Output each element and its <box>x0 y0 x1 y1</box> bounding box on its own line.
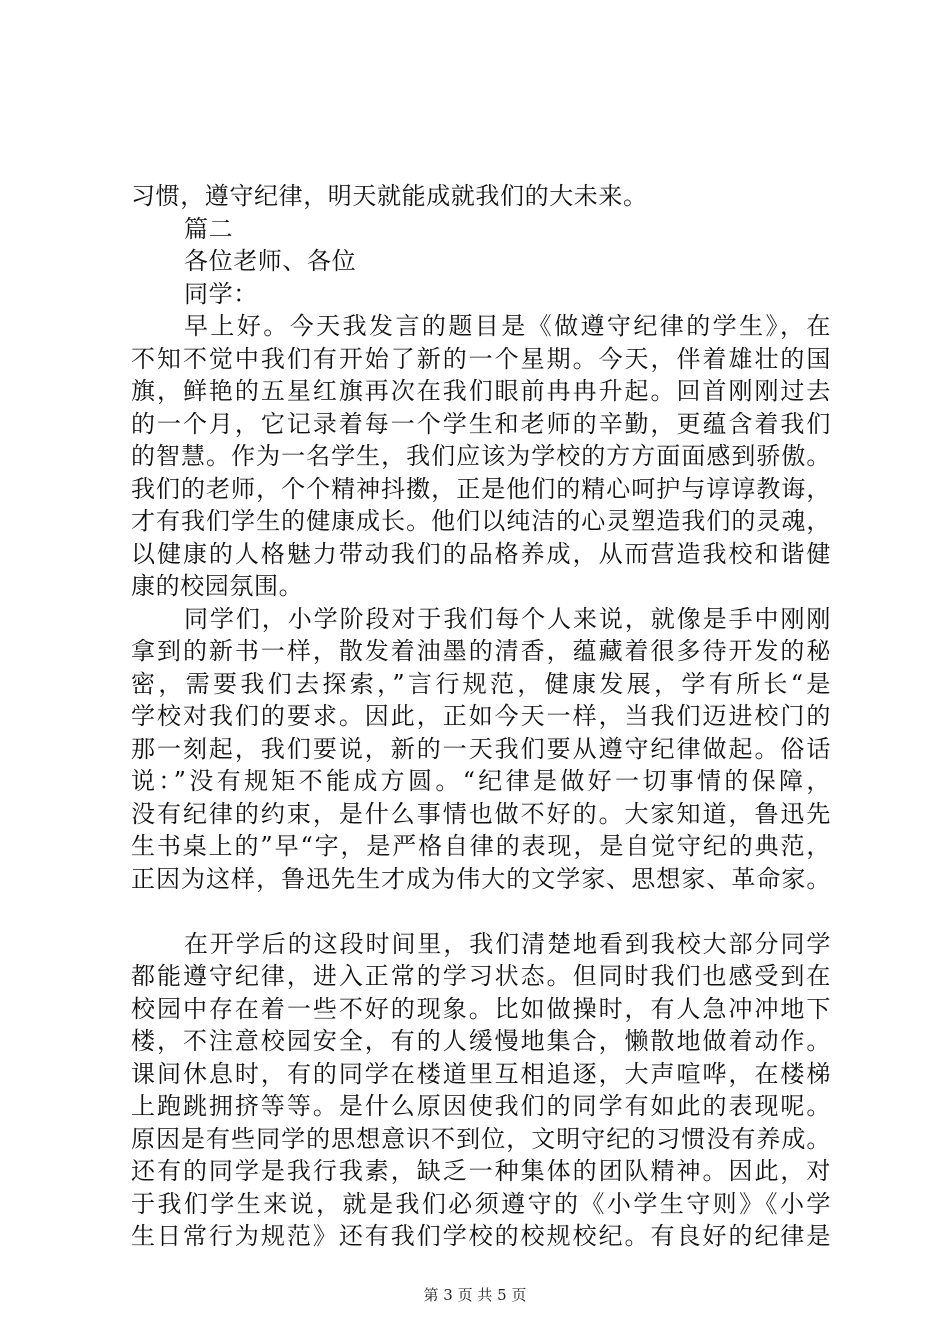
text-line: 同学们，小学阶段对于我们每个人来说，就像是手中刚刚 <box>184 604 831 633</box>
text-line: 康的校园氛围。 <box>131 572 304 600</box>
text-line: 学校对我们的要求。因此，正如今天一样，当我们迈进校门的 <box>131 702 831 730</box>
salutation-line: 同学： <box>184 279 258 308</box>
text-line: 的智慧。作为一名学生，我们应该为学校的方方面面感到骄傲。 <box>131 442 831 470</box>
page-number: 第 3 页 共 5 页 <box>423 1286 527 1304</box>
text-line: 我们的老师，个个精神抖擞，正是他们的精心呵护与谆谆教诲， <box>131 474 831 503</box>
text-line: 拿到的新书一样，散发着油墨的清香，蕴藏着很多待开发的秘 <box>131 637 831 665</box>
text-line: 那一刻起，我们要说，新的一天我们要从遵守纪律做起。俗话 <box>131 734 831 763</box>
text-line: 校园中存在着一些不好的现象。比如做操时，有人急冲冲地下 <box>131 994 831 1023</box>
text-line: 生日常行为规范》还有我们学校的校规校纪。有良好的纪律是 <box>131 1222 831 1250</box>
text-line: 在开学后的这段时间里，我们清楚地看到我校大部分同学 <box>184 929 831 958</box>
page-footer <box>0 1285 950 1305</box>
text-line: 没有纪律的约束，是什么事情也做不好的。大家知道，鲁迅先 <box>131 799 831 828</box>
text-line: 习惯，遵守纪律，明天就能成就我们的大未来。 <box>131 182 648 210</box>
text-line: 都能遵守纪律，进入正常的学习状态。但同时我们也感受到在 <box>131 962 831 990</box>
text-line: 课间休息时，有的同学在楼道里互相追逐，大声喧哗，在楼梯 <box>131 1059 831 1088</box>
text-line: 生书桌上的”早“字，是严格自律的表现，是自觉守纪的典范， <box>131 832 831 860</box>
text-line: 才有我们学生的健康成长。他们以纯洁的心灵塑造我们的灵魂， <box>131 507 831 535</box>
text-line: 还有的同学是我行我素，缺乏一种集体的团队精神。因此，对 <box>131 1157 831 1185</box>
text-line: 正因为这样，鲁迅先生才成为伟大的文学家、思想家、革命家。 <box>131 864 831 893</box>
text-line: 以健康的人格魅力带动我们的品格养成，从而营造我校和谐健 <box>131 539 831 568</box>
section-heading: 篇二 <box>184 214 234 243</box>
paragraph-gap <box>131 895 831 928</box>
text-line: 早上好。今天我发言的题目是《做遵守纪律的学生》，在 <box>184 312 831 340</box>
text-line: 原因是有些同学的思想意识不到位，文明守纪的习惯没有养成。 <box>131 1124 831 1153</box>
document-body <box>131 180 831 1253</box>
text-line: 旗，鲜艳的五星红旗再次在我们眼前冉冉升起。回首刚刚过去 <box>131 377 831 405</box>
text-line: 于我们学生来说，就是我们必须遵守的《小学生守则》《小学 <box>131 1189 831 1218</box>
text-line: 说：”没有规矩不能成方圆。“纪律是做好一切事情的保障， <box>131 767 831 795</box>
text-line: 楼，不注意校园安全，有的人缓慢地集合，懒散地做着动作。 <box>131 1027 831 1055</box>
text-line: 上跑跳拥挤等等。是什么原因使我们的同学有如此的表现呢。 <box>131 1092 831 1120</box>
text-line: 密，需要我们去探索，”言行规范，健康发展，学有所长“是 <box>131 669 831 698</box>
text-line: 不知不觉中我们有开始了新的一个星期。今天，伴着雄壮的国 <box>131 344 831 373</box>
text-line: 的一个月，它记录着每一个学生和老师的辛勤，更蕴含着我们 <box>131 409 831 438</box>
salutation-line: 各位老师、各位 <box>184 247 357 275</box>
